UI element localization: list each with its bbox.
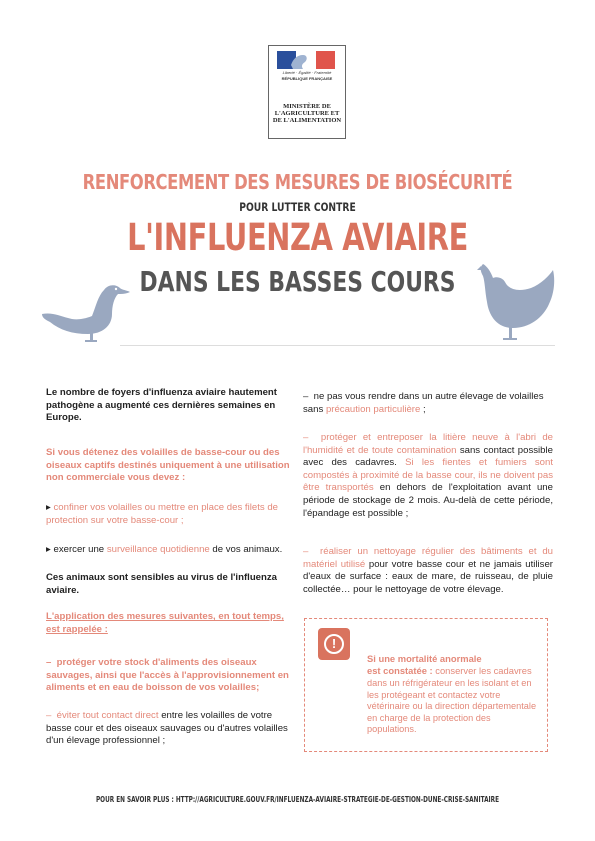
- ministry-name: MINISTÈRE DE L'AGRICULTURE ET DE L'ALIMENTATION: [272, 103, 342, 124]
- measure-feed-storage-text: protéger votre stock d'aliments des oiseaux sauvages, ainsi que l'accès à l'approvisionnement en aliments et en eau de boisson de vos volailles;: [46, 657, 289, 694]
- bullet-arrow-icon: ▸: [46, 502, 54, 513]
- footer-label: POUR EN SAVOIR PLUS :: [95, 795, 176, 804]
- alert-icon: !: [318, 628, 350, 660]
- bullet-surveillance-post: de vos animaux.: [209, 544, 283, 555]
- dash-icon: –: [46, 657, 57, 668]
- dash-icon: –: [303, 546, 321, 557]
- marianne-icon: [277, 51, 335, 69]
- obligation-intro: Si vous détenez des volailles de basse-cour ou des oiseaux captifs destinés uniquement à une utilisation non commerciale vous devez :: [46, 447, 290, 484]
- footer-url-link[interactable]: HTTP://AGRICULTURE.GOUV.FR/INFLUENZA-AVIAIRE-STRATEGIE-DE-GESTION-DUNE-CRISE-SANITAIRE: [175, 795, 500, 804]
- title-line-3: L'INFLUENZA AVIAIRE: [127, 216, 468, 259]
- measure-avoid-contact-highlight: éviter tout contact direct: [56, 710, 159, 721]
- measure-litter-highlight-1: protéger et entreposer la litière neuve à l'abri de l'humidité et de toute contamination: [303, 432, 553, 456]
- measure-no-visit: [303, 391, 553, 416]
- ministry-logo: [268, 45, 346, 139]
- intro-paragraph: Le nombre de foyers d'influenza aviaire hautement pathogène a augmenté ces dernières semaines en Europe.: [46, 387, 277, 424]
- mortality-alert-text: dans un réfrigérateur en les isolant et en les protégeant et contactez votre vétérinaire ou la direction départementale en charge de la protection des populations.: [367, 678, 537, 734]
- hen-icon: [475, 262, 560, 347]
- bullet-confine: [46, 502, 298, 527]
- application-heading: L'application des mesures suivantes, en tout temps, est rappelée :: [46, 611, 284, 635]
- bullet-surveillance-highlight: surveillance quotidienne: [106, 544, 210, 555]
- duck-icon: [38, 276, 134, 346]
- republic-text: RÉPUBLIQUE FRANÇAISE: [281, 76, 333, 81]
- mortality-alert-title-2: est constatée :: [367, 664, 433, 676]
- measure-avoid-contact-text: entre les volailles de votre basse cour et des oiseaux sauvages ou d'autres volailles d'un élevage professionnel ;: [46, 710, 288, 747]
- mortality-alert-title: [367, 653, 542, 676]
- title-line-2: POUR LUTTER CONTRE: [239, 200, 356, 214]
- measure-feed-storage: [46, 657, 296, 695]
- measure-litter: [303, 432, 553, 520]
- measure-cleaning-text: pour votre basse cour et ne jamais utiliser d'eaux de surface : eaux de mare, de ruisseau, de pluie collectée… pour le nettoyage de votre élevage.: [303, 558, 553, 595]
- dash-icon: –: [46, 710, 57, 721]
- bullet-confine-text: confiner vos volailles ou mettre en place des filets de protection sur votre basse-cour ;: [46, 502, 278, 526]
- motto-text: Liberté · Égalité · Fraternité: [282, 70, 332, 75]
- measure-litter-mid: sans contact possible avec des cadavres.: [303, 444, 553, 469]
- measure-no-visit-pre: ne pas vous rendre dans un autre élevage de volailles sans: [303, 391, 544, 415]
- measure-avoid-contact: [46, 710, 296, 748]
- bullet-arrow-icon: ▸: [46, 544, 54, 555]
- measure-no-visit-post: ;: [420, 403, 426, 415]
- measure-litter-highlight-2: Si les fientes et fumiers sont compostés à proximité de la basse cour, ils ne doivent pas être transportés: [303, 457, 553, 494]
- dash-icon: –: [303, 432, 321, 443]
- title-line-1: RENFORCEMENT DES MESURES DE BIOSÉCURITÉ: [82, 170, 513, 194]
- mortality-alert-title-1: Si une mortalité anormale: [367, 653, 482, 664]
- measure-no-visit-highlight: précaution particulière: [325, 403, 421, 415]
- mortality-alert-text-first: conserver les cadavres: [432, 664, 532, 676]
- divider: [120, 345, 555, 346]
- measure-cleaning: [303, 546, 553, 596]
- sensitivity-note: Ces animaux sont sensibles au virus de l'influenza aviaire.: [46, 572, 278, 596]
- title-line-4: DANS LES BASSES COURS: [139, 265, 456, 298]
- dash-icon: –: [303, 391, 314, 402]
- bullet-surveillance-pre: exercer une: [53, 544, 107, 555]
- measure-cleaning-highlight: réaliser un nettoyage régulier des bâtiments et du matériel utilisé: [303, 546, 554, 570]
- bullet-surveillance: [46, 544, 298, 557]
- footer-more-info: [83, 795, 511, 804]
- measure-litter-post: en dehors de l'exploitation avant une période de stockage de 2 mois. Au-delà de cette période, l'épandage est possible ;: [303, 482, 553, 519]
